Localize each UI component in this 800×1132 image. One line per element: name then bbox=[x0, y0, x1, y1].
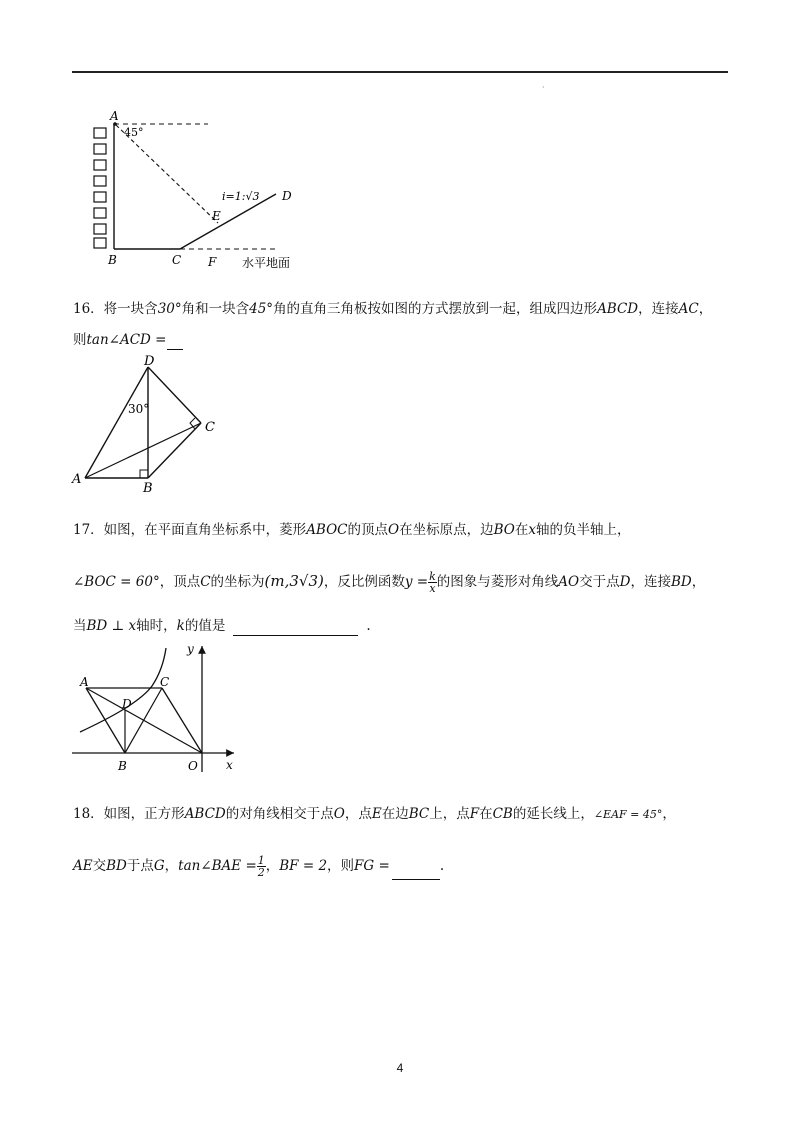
q18-square: ABCD bbox=[184, 806, 226, 822]
fig16-label-D: D bbox=[144, 355, 155, 369]
q18-text: 的延长线上， bbox=[512, 806, 594, 822]
fig16-label-angle: 30° bbox=[128, 402, 150, 416]
q17-fn-den: x bbox=[429, 582, 436, 595]
side-CO bbox=[162, 688, 202, 753]
q16-answer-blank[interactable] bbox=[167, 331, 183, 350]
fig17-label-x: x bbox=[226, 758, 233, 772]
fig15-label-C: C bbox=[172, 253, 182, 267]
q17-text: 的图象与菱形对角线 bbox=[436, 574, 559, 590]
fig15-label-F: F bbox=[208, 255, 217, 269]
q16-text: 角的直角三角板按如图的方式摆放到一起，组成四边形 bbox=[273, 301, 598, 317]
q16-deg30: 30° bbox=[157, 301, 182, 317]
q18-E: E bbox=[371, 806, 382, 822]
q17-line2 bbox=[73, 568, 705, 595]
q16-quad: ABCD bbox=[597, 301, 639, 317]
q16-text: 则 bbox=[73, 332, 87, 348]
q17-C: C bbox=[200, 574, 211, 590]
q17-D: D bbox=[619, 574, 631, 590]
fig15-label-slope: i=1:√3 bbox=[222, 190, 260, 203]
q18-AE: AE bbox=[73, 858, 93, 874]
q18-text: ， bbox=[164, 858, 179, 874]
q17-BO: BO bbox=[493, 522, 515, 538]
q16-line2 bbox=[73, 331, 183, 350]
q17-text: 的坐标为 bbox=[210, 574, 265, 590]
q17-text: 17．如图，在平面直角坐标系中，菱形 bbox=[73, 522, 307, 538]
q17-coord: (m,3√3) bbox=[264, 572, 324, 590]
fig15-label-ground: 水平地面 bbox=[242, 256, 291, 270]
hyperbola-curve bbox=[80, 648, 166, 732]
q18-text: 在边 bbox=[381, 806, 409, 822]
fig15-label-E: E bbox=[212, 209, 221, 223]
q17-line3 bbox=[73, 617, 371, 636]
q18-line2 bbox=[73, 853, 444, 880]
q18-text: ， bbox=[265, 858, 280, 874]
q17-rhombus: ABOC bbox=[306, 522, 348, 538]
fig15-diagram bbox=[88, 108, 318, 273]
side-BC bbox=[148, 423, 201, 478]
q18-text: 18．如图，正方形 bbox=[73, 806, 185, 822]
q18-tan-den: 2 bbox=[257, 866, 265, 879]
q18-G: G bbox=[153, 858, 165, 874]
q16-deg45: 45° bbox=[249, 301, 274, 317]
page-number: 4 bbox=[396, 1061, 404, 1075]
q17-text: 轴的负半轴上， bbox=[535, 522, 631, 538]
q18-angle: ∠EAF = 45° bbox=[593, 808, 663, 821]
header-dot: · bbox=[542, 83, 545, 92]
q18-CB: CB bbox=[492, 806, 513, 822]
fig17-label-O: O bbox=[188, 759, 198, 773]
q16-text: 16．将一块含 bbox=[73, 301, 158, 317]
q17-text: ，连接 bbox=[630, 574, 671, 590]
q17-text: 轴时， bbox=[136, 618, 177, 634]
q17-AO: AO bbox=[558, 574, 580, 590]
q17-O: O bbox=[388, 522, 400, 538]
fig16-diagram bbox=[70, 355, 230, 495]
q16-seg: AC bbox=[678, 301, 699, 317]
q18-text: ， bbox=[662, 806, 676, 822]
q16-line1 bbox=[73, 300, 712, 318]
q17-answer-blank[interactable] bbox=[233, 617, 358, 636]
sight-line-AE bbox=[116, 125, 218, 223]
q17-angle: ∠BOC = 60° bbox=[73, 574, 160, 590]
q17-fraction bbox=[428, 571, 437, 594]
q17-fn-num: k bbox=[429, 570, 436, 583]
q16-text: 角和一块含 bbox=[181, 301, 250, 317]
q17-k: k bbox=[176, 618, 185, 634]
q17-text: 的顶点 bbox=[347, 522, 389, 538]
fig17-label-C: C bbox=[160, 675, 170, 689]
header-rule bbox=[72, 71, 728, 73]
fig17-label-A: A bbox=[80, 675, 89, 689]
q18-BD: BD bbox=[106, 858, 127, 874]
q17-text: 在 bbox=[514, 522, 529, 538]
q18-tan: tan∠BAE = bbox=[178, 858, 257, 874]
side-AD bbox=[85, 367, 148, 478]
q17-fn-y: y = bbox=[404, 574, 429, 590]
q18-text: . bbox=[439, 858, 445, 874]
fig17-label-y: y bbox=[187, 642, 194, 656]
right-angle-B bbox=[140, 470, 148, 478]
fig17-diagram bbox=[70, 640, 250, 775]
q18-F: F bbox=[469, 806, 480, 822]
q18-text: 在 bbox=[479, 806, 493, 822]
q16-expr: tan∠ACD = bbox=[86, 332, 167, 348]
q18-fraction bbox=[257, 855, 266, 878]
q18-text: 于点 bbox=[126, 858, 154, 874]
q18-bf: BF = 2 bbox=[279, 858, 328, 874]
q17-x: x bbox=[528, 522, 536, 538]
q18-text: 上，点 bbox=[429, 806, 470, 822]
fig16-label-B: B bbox=[143, 481, 153, 495]
side-DC bbox=[148, 367, 201, 423]
q18-text: ，则 bbox=[327, 858, 355, 874]
q17-text: 当 bbox=[73, 618, 87, 634]
q17-text: ，反比例函数 bbox=[323, 574, 405, 590]
q17-BD: BD bbox=[670, 574, 692, 590]
fig15-label-B: B bbox=[108, 253, 117, 267]
building-windows bbox=[94, 128, 106, 248]
q18-O: O bbox=[333, 806, 345, 822]
fig15-label-D: D bbox=[282, 189, 292, 203]
fig16-label-C: C bbox=[205, 420, 215, 435]
q18-tan-num: 1 bbox=[257, 854, 265, 867]
q17-text: 在坐标原点，边 bbox=[399, 522, 494, 538]
q17-text: 的值是 bbox=[184, 618, 226, 634]
q17-line1 bbox=[73, 521, 630, 539]
q18-line1 bbox=[73, 805, 676, 824]
fig17-label-D: D bbox=[122, 697, 132, 711]
fig15-label-A: A bbox=[110, 109, 119, 123]
q18-text: 的对角线相交于点 bbox=[225, 806, 334, 822]
side-AB bbox=[86, 688, 125, 753]
q17-text: ，顶点 bbox=[159, 574, 201, 590]
q16-text: ，连接 bbox=[638, 301, 679, 317]
q18-text: ，点 bbox=[344, 806, 372, 822]
fig15-label-angle: 45° bbox=[124, 126, 144, 139]
q17-text: 交于点 bbox=[579, 574, 620, 590]
fig16-label-A: A bbox=[72, 472, 82, 487]
q18-BC: BC bbox=[408, 806, 430, 822]
q17-perp: BD ⊥ x bbox=[86, 618, 137, 634]
fig17-label-B: B bbox=[118, 759, 127, 773]
q18-text: 交 bbox=[92, 858, 107, 874]
q18-answer-blank[interactable] bbox=[392, 853, 440, 880]
q17-text: . bbox=[366, 618, 371, 634]
q16-text: ， bbox=[698, 301, 713, 317]
q17-text: ， bbox=[691, 574, 706, 590]
q18-fg: FG = bbox=[354, 858, 390, 874]
